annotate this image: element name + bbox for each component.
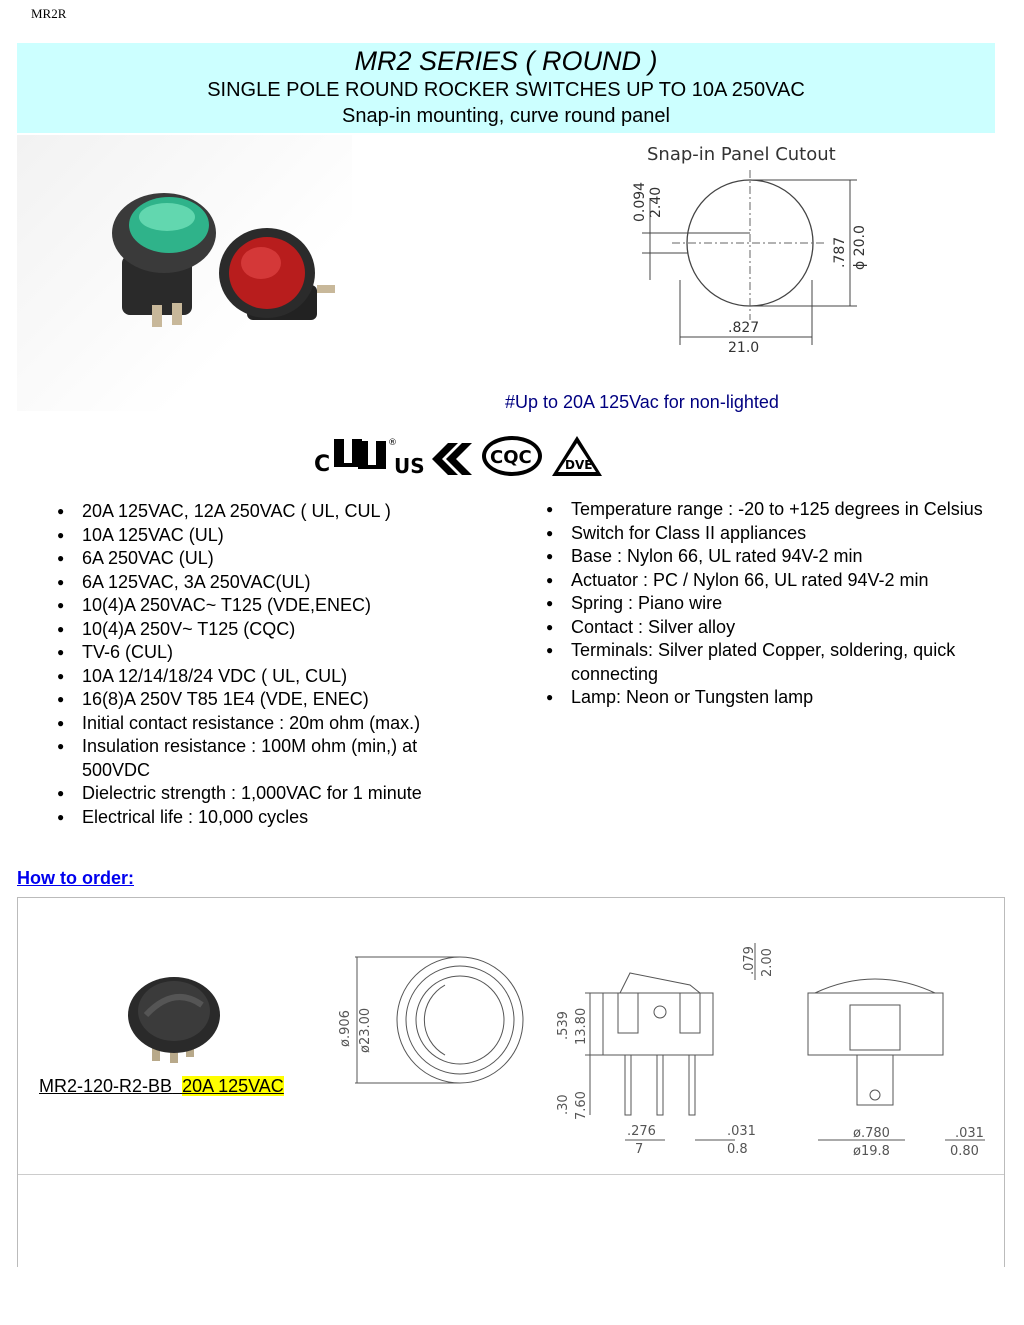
term-dim-mm: 7.60 xyxy=(574,1091,589,1120)
list-item: ● 10(4)A 250VAC~ T125 (VDE,ENEC) xyxy=(57,594,477,618)
body-dim-mm: 13.80 xyxy=(574,1007,589,1045)
list-item: ● Switch for Class II appliances xyxy=(546,522,1006,546)
list-item: ● Base : Nylon 66, UL rated 94V-2 min xyxy=(546,545,1006,569)
list-item: ● Spring : Piano wire xyxy=(546,592,1006,616)
list-item: ● 10(4)A 250V~ T125 (CQC) xyxy=(57,618,477,642)
pitch-dim-mm: 7 xyxy=(635,1142,644,1157)
cutout-dim-top-mm: 2.40 xyxy=(648,186,664,218)
svg-text:®: ® xyxy=(388,438,397,448)
thick-dim-mm: 0.8 xyxy=(727,1142,748,1157)
thick2-dim-mm: 0.80 xyxy=(950,1144,979,1159)
list-item: ● 16(8)A 250V T85 1E4 (VDE, ENEC) xyxy=(57,688,477,712)
mounting-description: Snap-in mounting, curve round panel xyxy=(342,105,670,127)
vde-logo xyxy=(552,436,602,476)
cutout-dim-top-in: 0.094 xyxy=(632,181,648,222)
cqc-logo xyxy=(482,436,542,476)
body-dim-in: .539 xyxy=(556,1011,571,1040)
list-item: ● Actuator : PC / Nylon 66, UL rated 94V-2 min xyxy=(546,569,1006,593)
cutout-dim-side-mm: ϕ 20.0 xyxy=(852,225,868,270)
thick-dim-in: .031 xyxy=(727,1124,756,1139)
cutout-dim-bottom-mm: 21.0 xyxy=(728,340,760,356)
table-divider xyxy=(18,1174,1004,1175)
svg-text:US: US xyxy=(394,454,425,478)
svg-text:DVE: DVE xyxy=(565,458,593,472)
dia-dim-in: ø.780 xyxy=(853,1126,890,1141)
page-subtitle: SINGLE POLE ROUND ROCKER SWITCHES UP TO 10A 250VAC xyxy=(207,79,805,101)
list-item: ● Electrical life : 10,000 cycles xyxy=(57,806,477,830)
panel-cutout-drawing xyxy=(612,140,887,360)
list-item: ● Temperature range : -20 to +125 degrees in Celsius xyxy=(546,498,1006,522)
page-title: MR2 SERIES ( ROUND ) xyxy=(354,46,658,76)
list-item: ● Contact : Silver alloy xyxy=(546,616,1006,640)
front-dim-mm: ø23.00 xyxy=(358,1007,373,1053)
cutout-dim-side-in: .787 xyxy=(832,236,848,268)
dimension-drawing xyxy=(335,935,990,1165)
non-lighted-note: #Up to 20A 125Vac for non-lighted xyxy=(505,392,779,412)
title-banner xyxy=(17,43,995,133)
switch-photo xyxy=(126,975,222,1065)
list-item: ● 6A 250VAC (UL) xyxy=(57,547,477,571)
svg-text:CQC: CQC xyxy=(490,447,532,468)
certification-logos xyxy=(312,431,608,481)
enec-logo xyxy=(432,443,472,475)
ratings-list xyxy=(57,500,477,829)
list-item: ● Initial contact resistance : 20m ohm (max.) xyxy=(57,712,477,736)
thick2-dim-in: .031 xyxy=(955,1126,984,1141)
list-item: ● Insulation resistance : 100M ohm (min,) at 500VDC xyxy=(57,735,477,782)
top-dim-in: .079 xyxy=(742,946,757,975)
cutout-dim-bottom-in: .827 xyxy=(728,320,760,336)
properties-list xyxy=(546,498,1006,710)
part-number-row xyxy=(39,1076,284,1097)
product-photo xyxy=(17,135,352,411)
part-number: MR2-120-R2-BB xyxy=(39,1076,173,1096)
list-item: ● 6A 125VAC, 3A 250VAC(UL) xyxy=(57,571,477,595)
list-item: ● TV-6 (CUL) xyxy=(57,641,477,665)
list-item: ● 20A 125VAC, 12A 250VAC ( UL, CUL ) xyxy=(57,500,477,524)
cutout-title: Snap-in Panel Cutout xyxy=(647,144,836,165)
list-item: ● 10A 125VAC (UL) xyxy=(57,524,477,548)
how-to-order-link[interactable]: How to order: xyxy=(17,868,134,888)
term-dim-in: .30 xyxy=(556,1094,571,1115)
cul-us-logo xyxy=(314,438,425,478)
pitch-dim-in: .276 xyxy=(627,1124,656,1139)
list-item: ● Dielectric strength : 1,000VAC for 1 minute xyxy=(57,782,477,806)
top-dim-mm: 2.00 xyxy=(760,948,775,977)
list-item: ● Terminals: Silver plated Copper, soldering, quick connecting xyxy=(546,639,1006,686)
dia-dim-mm: ø19.8 xyxy=(853,1144,890,1159)
front-dim-in: ø.906 xyxy=(338,1010,353,1047)
list-item: ● 10A 12/14/18/24 VDC ( UL, CUL) xyxy=(57,665,477,689)
page-label: MR2R xyxy=(31,6,67,21)
part-rating: 20A 125VAC xyxy=(182,1076,284,1096)
list-item: ● Lamp: Neon or Tungsten lamp xyxy=(546,686,1006,710)
svg-text:C: C xyxy=(314,452,331,477)
